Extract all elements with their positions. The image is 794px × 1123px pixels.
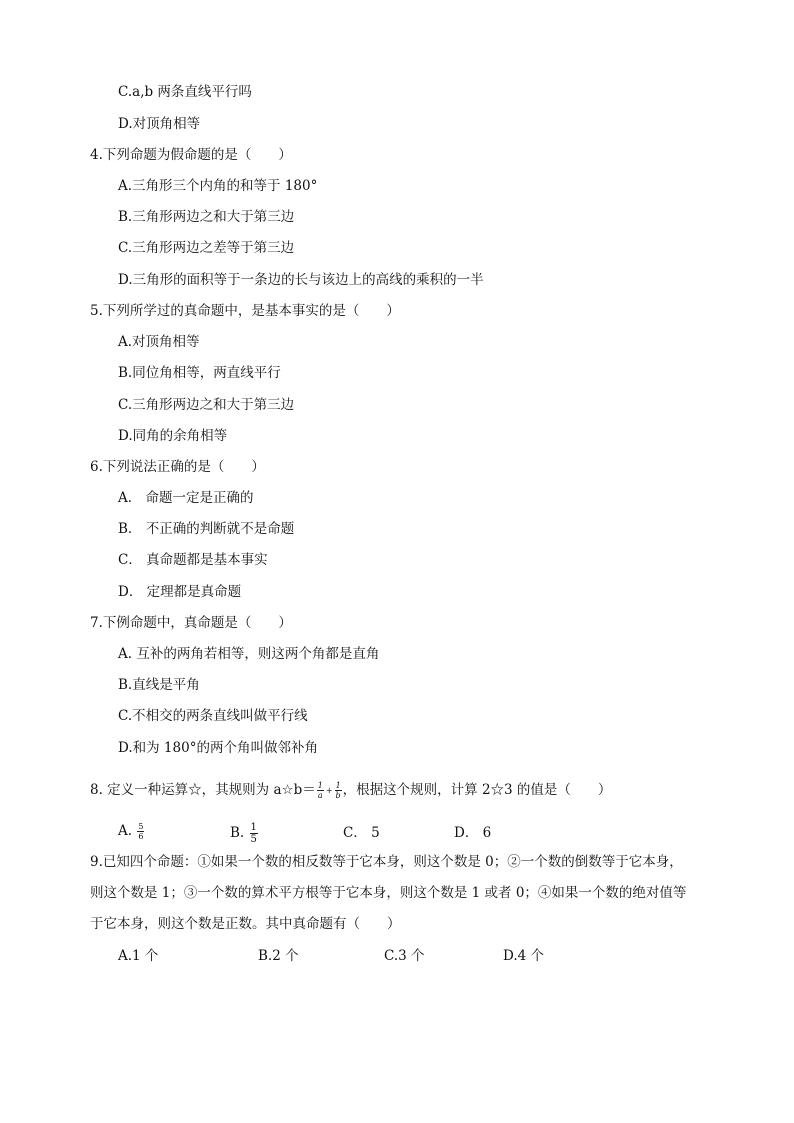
question-9-line-2: 则这个数是 1；③一个数的算术平方根等于它本身，则这个数是 1 或者 0；④如果一个数的绝对值等 bbox=[90, 885, 687, 901]
q8-option-b-numerator: 1 bbox=[250, 822, 257, 833]
question-8 bbox=[90, 781, 611, 800]
q8-f1-numerator: 1 bbox=[317, 781, 323, 790]
question-9-line-3: 于它本身，则这个数是正数。其中真命题有（ ） bbox=[90, 916, 401, 932]
q5-option-c: C.三角形两边之和大于第三边 bbox=[118, 397, 295, 413]
q6-option-b: B． 不正确的判断就不是命题 bbox=[118, 521, 295, 537]
question-4: 4.下列命题为假命题的是（ ） bbox=[90, 147, 292, 163]
q8-option-a-numerator: 5 bbox=[138, 822, 144, 831]
q8-option-b bbox=[230, 822, 259, 845]
question-9-line-1: 9.已知四个命题：①如果一个数的相反数等于它本身，则这个数是 0；②一个数的倒数等于它本身， bbox=[90, 854, 683, 870]
question-6: 6.下列说法正确的是（ ） bbox=[90, 459, 265, 475]
q8-f2-numerator: 1 bbox=[335, 781, 341, 790]
q5-option-b: B.同位角相等，两直线平行 bbox=[118, 365, 281, 381]
q8-prefix: 8. 定义一种运算☆，其规则为 a☆b＝ bbox=[90, 782, 316, 798]
q8-option-b-denominator: 5 bbox=[250, 834, 257, 845]
q7-option-c: C.不相交的两条直线叫做平行线 bbox=[118, 708, 308, 724]
q4-option-b: B.三角形两边之和大于第三边 bbox=[118, 209, 295, 225]
q7-option-a: A. 互补的两角若相等，则这两个角都是直角 bbox=[118, 646, 380, 662]
q6-option-d: D． 定理都是真命题 bbox=[118, 584, 242, 600]
question-5: 5.下列所学过的真命题中，是基本事实的是（ ） bbox=[90, 303, 400, 319]
q8-f1-denominator: a bbox=[317, 791, 323, 800]
q5-option-d: D.同角的余角相等 bbox=[118, 428, 228, 444]
q4-option-a: A.三角形三个内角的和等于 180° bbox=[118, 178, 318, 194]
q8-fraction-1-over-a bbox=[317, 781, 324, 800]
question-7: 7.下例命题中，真命题是（ ） bbox=[90, 615, 292, 631]
q8-suffix: ，根据这个规则，计算 2☆3 的值是（ ） bbox=[342, 782, 612, 798]
q9-option-a: A.1 个 bbox=[118, 948, 159, 964]
q8-option-a-fraction bbox=[137, 822, 144, 841]
q8-option-b-label: B. bbox=[230, 825, 245, 841]
q4-option-c: C.三角形两边之差等于第三边 bbox=[118, 240, 295, 256]
q8-plus: + bbox=[325, 785, 333, 795]
q4-option-d: D.三角形的面积等于一条边的长与该边上的高线的乘积的一半 bbox=[118, 272, 484, 288]
q9-option-c: C.3 个 bbox=[384, 948, 425, 964]
q8-option-d: D． 6 bbox=[454, 825, 492, 841]
q7-option-d: D.和为 180°的两个角叫做邻补角 bbox=[118, 740, 318, 756]
q8-option-a-label: A. bbox=[118, 823, 133, 839]
q6-option-a: A． 命题一定是正确的 bbox=[118, 490, 254, 506]
q9-option-b: B.2 个 bbox=[258, 948, 299, 964]
q8-fraction-1-over-b bbox=[335, 781, 342, 800]
q8-f2-denominator: b bbox=[335, 791, 341, 800]
q8-option-b-fraction bbox=[250, 822, 258, 845]
q3-option-c: C.a,b 两条直线平行吗 bbox=[118, 84, 252, 100]
q8-option-c: C． 5 bbox=[343, 825, 380, 841]
q8-option-a-denominator: 6 bbox=[138, 832, 144, 841]
q6-option-c: C． 真命题都是基本事实 bbox=[118, 552, 268, 568]
q7-option-b: B.直线是平角 bbox=[118, 677, 200, 693]
q8-option-a bbox=[118, 822, 145, 841]
q5-option-a: A.对顶角相等 bbox=[118, 334, 200, 350]
q9-option-d: D.4 个 bbox=[503, 948, 545, 964]
q3-option-d: D.对顶角相等 bbox=[118, 116, 201, 132]
q8-formula bbox=[316, 781, 343, 800]
